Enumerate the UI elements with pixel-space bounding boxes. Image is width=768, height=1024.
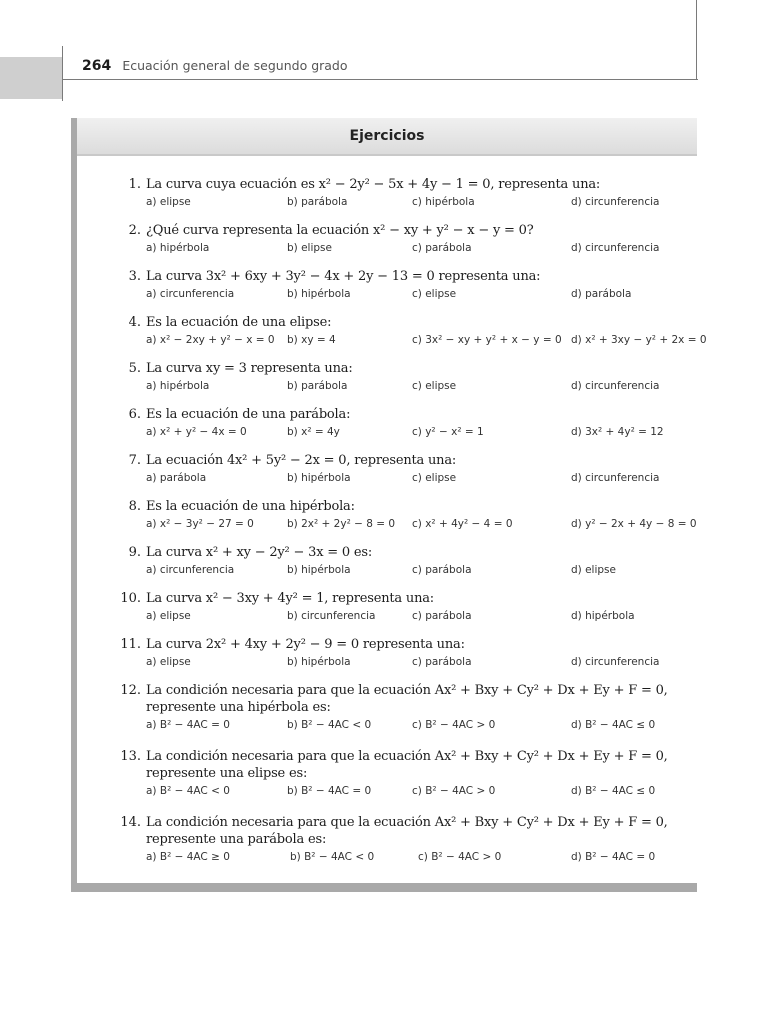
option-a: a) elipse [146,196,191,208]
option-c: c) parábola [412,564,472,576]
exercise-box [71,118,707,892]
option-b: b) hipérbola [287,564,351,576]
option-b: b) B² − 4AC = 0 [287,785,372,797]
exercise-1 [113,176,705,212]
exercise-number: 12. [120,683,141,698]
option-d: d) circunferencia [571,196,660,208]
exercise-options [113,472,705,488]
exercise-options [113,564,705,580]
header-divider-right [696,0,697,80]
option-c: c) y² − x² = 1 [412,426,484,438]
exercise-8 [113,498,705,534]
exercise-11 [113,636,705,672]
exercise-10 [113,590,705,626]
option-d: d) B² − 4AC ≤ 0 [571,785,656,797]
option-c: c) parábola [412,610,472,622]
exercise-question: La curva 2x² + 4xy + 2y² − 9 = 0 representa una: [146,637,465,652]
option-c: c) 3x² − xy + y² + x − y = 0 [412,334,562,346]
option-a: a) x² + y² − 4x = 0 [146,426,247,438]
exercise-number: 2. [128,223,141,238]
exercise-number: 13. [120,749,141,764]
exercise-number: 11. [120,637,141,652]
option-d: d) x² + 3xy − y² + 2x = 0 [571,334,707,346]
chapter-title: Ecuación general de segundo grado [122,58,348,73]
running-header [82,55,348,74]
option-a: a) hipérbola [146,242,210,254]
exercise-2 [113,222,705,258]
exercise-question: La condición necesaria para que la ecuación Ax² + Bxy + Cy² + Dx + Ey + F = 0, represente una elipse es: [146,749,668,781]
exercise-3 [113,268,705,304]
exercise-number: 7. [128,453,141,468]
option-a: a) parábola [146,472,207,484]
exercise-question: Es la ecuación de una parábola: [146,407,351,422]
exercise-question: ¿Qué curva representa la ecuación x² − xy + y² − x − y = 0? [146,223,534,238]
option-b: b) hipérbola [287,656,351,668]
exercise-options [113,656,705,672]
exercise-options [113,426,705,442]
exercise-options [113,334,705,350]
option-a: a) B² − 4AC ≥ 0 [146,851,230,863]
exercise-number: 6. [128,407,141,422]
exercise-14 [113,814,705,867]
option-b: b) B² − 4AC < 0 [287,719,372,731]
option-b: b) parábola [287,380,348,392]
exercise-options [113,719,705,735]
exercise-options [113,288,705,304]
exercise-options [113,380,705,396]
option-b: b) circunferencia [287,610,376,622]
exercise-options [113,851,705,867]
exercise-number: 8. [128,499,141,514]
option-d: d) circunferencia [571,656,660,668]
option-d: d) y² − 2x + 4y − 8 = 0 [571,518,697,530]
exercise-13 [113,748,705,801]
exercise-question: La curva x² + xy − 2y² − 3x = 0 es: [146,545,373,560]
exercise-question: La curva x² − 3xy + 4y² = 1, representa una: [146,591,434,606]
exercise-box-header [77,118,697,156]
exercise-7 [113,452,705,488]
exercise-question: La curva xy = 3 representa una: [146,361,353,376]
option-d: d) circunferencia [571,242,660,254]
exercise-5 [113,360,705,396]
option-d: d) 3x² + 4y² = 12 [571,426,664,438]
exercise-options [113,785,705,801]
option-b: b) hipérbola [287,472,351,484]
exercise-question: Es la ecuación de una hipérbola: [146,499,355,514]
option-c: c) parábola [412,242,472,254]
option-b: b) hipérbola [287,288,351,300]
option-d: d) circunferencia [571,380,660,392]
option-d: d) elipse [571,564,616,576]
exercise-number: 4. [128,315,141,330]
exercise-number: 3. [128,269,141,284]
option-b: b) 2x² + 2y² − 8 = 0 [287,518,396,530]
exercise-box-title: Ejercicios [349,128,425,144]
exercise-question: Es la ecuación de una elipse: [146,315,332,330]
option-c: c) hipérbola [412,196,475,208]
option-b: b) x² = 4y [287,426,340,438]
option-d: d) parábola [571,288,632,300]
option-c: c) B² − 4AC > 0 [418,851,502,863]
option-c: c) elipse [412,472,457,484]
option-a: a) elipse [146,610,191,622]
option-c: c) B² − 4AC > 0 [412,719,496,731]
option-a: a) hipérbola [146,380,210,392]
exercise-number: 9. [128,545,141,560]
option-c: c) elipse [412,288,457,300]
option-a: a) elipse [146,656,191,668]
option-d: d) circunferencia [571,472,660,484]
option-c: c) B² − 4AC > 0 [412,785,496,797]
option-a: a) x² − 3y² − 27 = 0 [146,518,254,530]
option-a: a) B² − 4AC = 0 [146,719,230,731]
header-divider-left [62,46,63,101]
option-a: a) x² − 2xy + y² − x = 0 [146,334,275,346]
option-d: d) B² − 4AC ≤ 0 [571,719,656,731]
exercise-options [113,242,705,258]
option-a: a) circunferencia [146,564,235,576]
exercise-question: La ecuación 4x² + 5y² − 2x = 0, representa una: [146,453,457,468]
exercise-number: 10. [120,591,141,606]
exercise-question: La condición necesaria para que la ecuación Ax² + Bxy + Cy² + Dx + Ey + F = 0, represente una parábola es: [146,815,668,847]
exercise-6 [113,406,705,442]
option-b: b) xy = 4 [287,334,336,346]
header-rule [62,79,698,80]
option-d: d) B² − 4AC = 0 [571,851,656,863]
exercise-number: 14. [120,815,141,830]
page-tab-marker [0,57,62,99]
exercise-9 [113,544,705,580]
exercise-question: La condición necesaria para que la ecuación Ax² + Bxy + Cy² + Dx + Ey + F = 0, represente una hipérbola es: [146,683,668,715]
exercise-options [113,610,705,626]
exercise-question: La curva 3x² + 6xy + 3y² − 4x + 2y − 13 = 0 representa una: [146,269,541,284]
option-c: c) parábola [412,656,472,668]
exercise-number: 5. [128,361,141,376]
option-a: a) circunferencia [146,288,235,300]
exercise-options [113,196,705,212]
option-c: c) x² + 4y² − 4 = 0 [412,518,513,530]
exercise-4 [113,314,705,350]
exercise-number: 1. [128,177,141,192]
exercise-12 [113,682,705,735]
exercise-question: La curva cuya ecuación es x² − 2y² − 5x + 4y − 1 = 0, representa una: [146,177,601,192]
option-a: a) B² − 4AC < 0 [146,785,230,797]
exercise-options [113,518,705,534]
option-d: d) hipérbola [571,610,635,622]
option-b: b) elipse [287,242,332,254]
page-number: 264 [82,58,112,74]
option-b: b) parábola [287,196,348,208]
option-b: b) B² − 4AC < 0 [290,851,375,863]
option-c: c) elipse [412,380,457,392]
